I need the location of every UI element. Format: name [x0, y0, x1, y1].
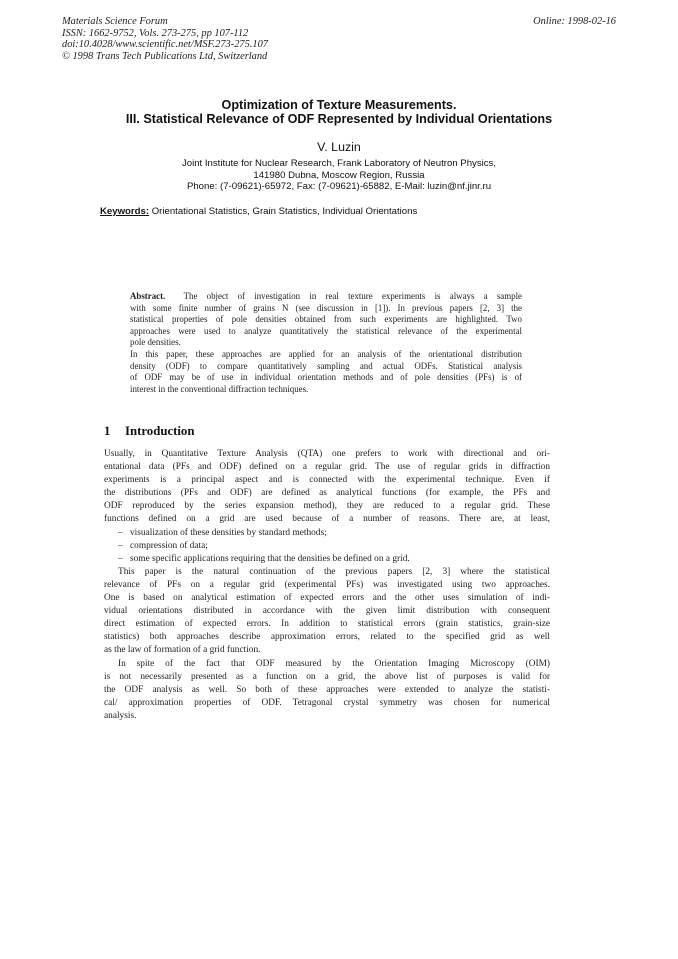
abstract-line: of ODF may be of use in individual orientation methods and of pole densities (PFs) is of: [130, 372, 522, 383]
body-line: relevance of PFs on a regular grid (experimental PFs) was investigated using two approaches.: [104, 579, 550, 590]
body-line: vidual orientations distributed in accordance with the given limit distribution with consequent: [104, 606, 550, 617]
author-name: V. Luzin: [317, 140, 361, 154]
abstract-label: Abstract.: [130, 291, 166, 301]
section-number: 1: [104, 424, 111, 438]
title-line-1: Optimization of Texture Measurements.: [221, 98, 457, 112]
body-line: direct estimation of expected errors. In addition to statistical errors (grain statistics, grain-size: [104, 619, 550, 630]
list-item: – some specific applications requiring that the densities be defined on a grid.: [118, 553, 410, 564]
section-heading: [104, 424, 194, 439]
list-item-text: compression of data;: [130, 540, 208, 551]
body-line: the distributions (PFs and ODF) are defined as analytical functions (for example, the PFs and: [104, 488, 550, 499]
body-line: analysis.: [104, 710, 137, 721]
body-line: as the law of formation of a grid function.: [104, 645, 261, 656]
body-line: the ODF analysis as well. So both of these approaches were extended to analyze the statisti-: [104, 684, 550, 695]
abstract-line: density (ODF) to compare quantitatively sampling and actual ODFs. Statistical analysis: [130, 360, 522, 371]
copyright-line: © 1998 Trans Tech Publications Ltd, Switzerland: [62, 50, 268, 62]
list-item-text: some specific applications requiring that the densities be defined on a grid.: [130, 553, 410, 564]
abstract-first-text: The object of investigation in real texture experiments is always a sample: [183, 291, 522, 301]
affiliation-line-1: Joint Institute for Nuclear Research, Frank Laboratory of Neutron Physics,: [181, 158, 497, 169]
body-line: This paper is the natural continuation of the previous papers [2, 3] where the statistical: [118, 566, 550, 577]
abstract-line: with some finite number of grains N (see discussion in [1]). In previous papers [2, 3] the: [130, 302, 522, 313]
abstract-line: In this paper, these approaches are applied for an analysis of the orientational distribution: [130, 348, 522, 359]
issn-line: ISSN: 1662-9752, Vols. 273-275, pp 107-112: [62, 27, 249, 39]
doi-line: doi:10.4028/www.scientific.net/MSF.273-275.107: [62, 39, 268, 51]
list-item: – visualization of these densities by standard methods;: [118, 527, 327, 538]
abstract-line: pole densities.: [130, 337, 181, 348]
body-line: One is based on analytical estimation of expected errors and the other uses simulation of indi-: [104, 593, 550, 604]
affiliation-line-3: Phone: (7-09621)-65972, Fax: (7-09621)-65882, E-Mail: luzin@nf.jinr.ru: [186, 181, 492, 192]
abstract: [130, 291, 522, 395]
section-title: Introduction: [125, 424, 195, 438]
abstract-line: statistical properties of pole densities obtained from such experiments are highlighted. Two: [130, 314, 522, 325]
online-date: Online: 1998-02-16: [533, 16, 616, 27]
body-line: Usually, in Quantitative Texture Analysis (QTA) one prefers to work with directional and ori-: [104, 449, 550, 459]
affiliation-line-2: 141980 Dubna, Moscow Region, Russia: [253, 169, 425, 181]
journal-name: Materials Science Forum: [62, 16, 168, 27]
body-line: experiments is a principal aspect and is connected with the experimental technique. Even if: [104, 475, 550, 486]
body-line: cal/ approximation properties of ODF. Tetragonal crystal symmetry was chosen for numerical: [104, 697, 550, 708]
body-line: ODF reproduced by the series expansion method), they are reduced to a regular grid. These: [104, 501, 550, 512]
body-line: is not necessarily presented as a function on a grid, the above list of purposes is valid for: [104, 671, 550, 682]
keywords: [100, 206, 417, 217]
abstract-line: [130, 291, 522, 303]
journal-header: [62, 16, 268, 62]
body-line: In spite of the fact that ODF measured by the Orientation Imaging Microscopy (OIM): [118, 658, 550, 669]
title-line-2: III. Statistical Relevance of ODF Represented by Individual Orientations: [125, 112, 553, 126]
body-line: functions defined on a grid are used because of a number of reasons. There are, at least,: [104, 514, 550, 525]
keywords-text: Orientational Statistics, Grain Statistics, Individual Orientations: [151, 206, 418, 217]
list-item-text: visualization of these densities by standard methods;: [130, 527, 327, 538]
keywords-label: Keywords:: [100, 206, 150, 217]
list-item: – compression of data;: [118, 540, 208, 551]
body-line: entational data (PFs and ODF) defined on a regular grid. The use of regular grids in diffraction: [104, 462, 550, 473]
abstract-line: interest in the conventional diffraction techniques.: [130, 383, 309, 394]
body-text: [104, 448, 550, 723]
paper-title: [0, 98, 678, 126]
abstract-line: approaches were used to analyze quantitatively the statistical relevance of the experimental: [130, 325, 522, 336]
affiliation: [0, 158, 678, 193]
body-line: statistics) both approaches describe approximation errors, related to the specified grid as well: [104, 632, 550, 643]
